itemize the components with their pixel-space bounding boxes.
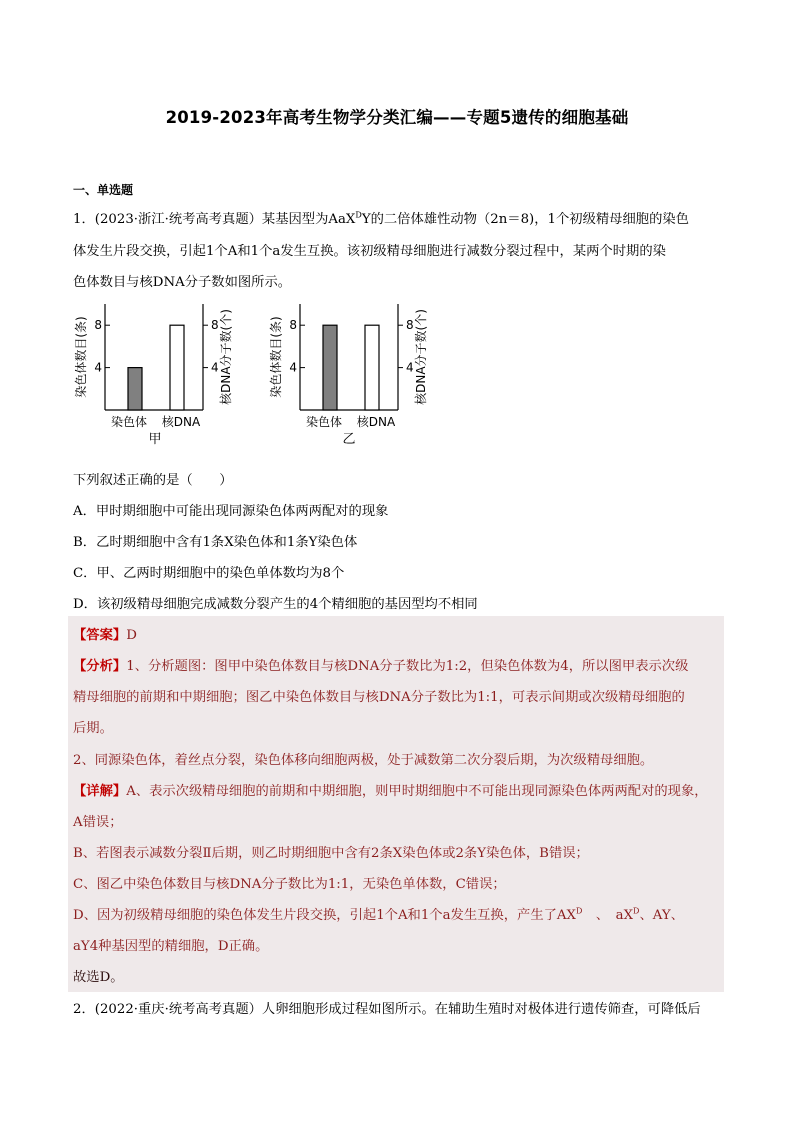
q2-line-1: 2．(2022·重庆·统考高考真题）人卵细胞形成过程如图所示。在辅助生殖时对极体进行遗传筛查，可降低后	[73, 1002, 701, 1017]
q1-line-3: 色体数目与核DNA分子数如图所示。	[73, 275, 292, 290]
bar	[365, 325, 379, 410]
y-axis-label-left: 染色体数目(条)	[269, 316, 283, 398]
analysis-tag: 【分析】	[73, 659, 127, 674]
answer-value: D	[126, 628, 137, 643]
y-axis-label-right: 核DNA分子数(个)	[414, 309, 428, 405]
detail-line-d2: aY4种基因型的精细胞，D正确。	[73, 939, 269, 954]
q1-line-1: 1．(2023·浙江·统考高考真题）某基因型为AaX$^D$Y的二倍体雄性动物（2n＝8)，1个初级精母细胞的染色	[73, 210, 689, 227]
detail-line-c: C、图乙中染色体数目与核DNA分子数比为1:1，无染色单体数，C错误；	[73, 877, 506, 892]
y-axis-label-left: 染色体数目(条)	[74, 316, 88, 398]
option-a: A．甲时期细胞中可能出现同源染色体两两配对的现象	[73, 504, 389, 519]
analysis-line-3: 后期。	[73, 721, 113, 736]
section-heading: 一、单选题	[73, 183, 134, 197]
q1-stem: 下列叙述正确的是（ ）	[73, 473, 233, 488]
conclusion-line: 故选D。	[73, 970, 124, 985]
bar	[128, 368, 142, 410]
x-category-label: 染色体	[305, 415, 343, 429]
q1-line-2: 体发生片段交换，引起1个A和1个a发生互换。该初级精母细胞进行减数分裂过程中，某两个时期的染	[73, 244, 666, 259]
chart-caption: 乙	[342, 432, 356, 447]
detail-line-a2: A错误；	[73, 815, 123, 830]
x-category-label: 核DNA	[161, 415, 201, 429]
x-category-label: 染色体	[110, 415, 148, 429]
option-c: C．甲、乙两时期细胞中的染色单体数均为8个	[73, 566, 345, 581]
bar	[170, 325, 184, 410]
y-tick-label-left: 4	[94, 360, 102, 375]
chart-jia	[73, 302, 263, 452]
detail-line-d1: D、因为初级精母细胞的染色体发生片段交换，引起1个A和1个a发生互换，产生了$AX^D$ 、 $aX^D$、AY、	[73, 906, 684, 923]
detail-line-a1: 【详解】A、表示次级精母细胞的前期和中期细胞，则甲时期细胞中不可能出现同源染色体两两配对的现象，	[73, 784, 708, 799]
bar	[323, 325, 337, 410]
y-tick-label-right: 4	[406, 360, 414, 375]
y-axis-label-right: 核DNA分子数(个)	[219, 309, 233, 405]
analysis-line-2: 精母细胞的前期和中期细胞；图乙中染色体数目与核DNA分子数比为1:1，可表示间期或次级精母细胞的	[73, 690, 685, 705]
document-title: 2019-2023年高考生物学分类汇编——专题5遗传的细胞基础	[165, 108, 629, 127]
answer-line	[73, 624, 137, 643]
chart-caption: 甲	[148, 432, 162, 447]
option-b: B．乙时期细胞中含有1条X染色体和1条Y染色体	[73, 535, 358, 550]
y-tick-label-left: 8	[289, 318, 297, 333]
detail-line-b: B、若图表示减数分裂Ⅱ后期，则乙时期细胞中含有2条X染色体或2条Y染色体，B错误；	[73, 846, 589, 861]
analysis-line-1: 【分析】1、分析题图：图甲中染色体数目与核DNA分子数比为1:2，但染色体数为4，所以图甲表示次级	[73, 659, 689, 674]
y-tick-label-left: 4	[289, 360, 297, 375]
option-d: D．该初级精母细胞完成减数分裂产生的4个精细胞的基因型均不相同	[73, 597, 478, 612]
chart-yi	[268, 302, 458, 452]
y-tick-label-right: 4	[211, 360, 219, 375]
analysis-line-4: 2、同源染色体，着丝点分裂，染色体移向细胞两极，处于减数第二次分裂后期，为次级精母细胞。	[73, 753, 654, 768]
y-tick-label-right: 8	[406, 318, 414, 333]
x-category-label: 核DNA	[356, 415, 396, 429]
y-tick-label-right: 8	[211, 318, 219, 333]
y-tick-label-left: 8	[94, 318, 102, 333]
answer-tag: 【答案】	[73, 628, 127, 643]
detail-tag: 【详解】	[73, 784, 127, 799]
